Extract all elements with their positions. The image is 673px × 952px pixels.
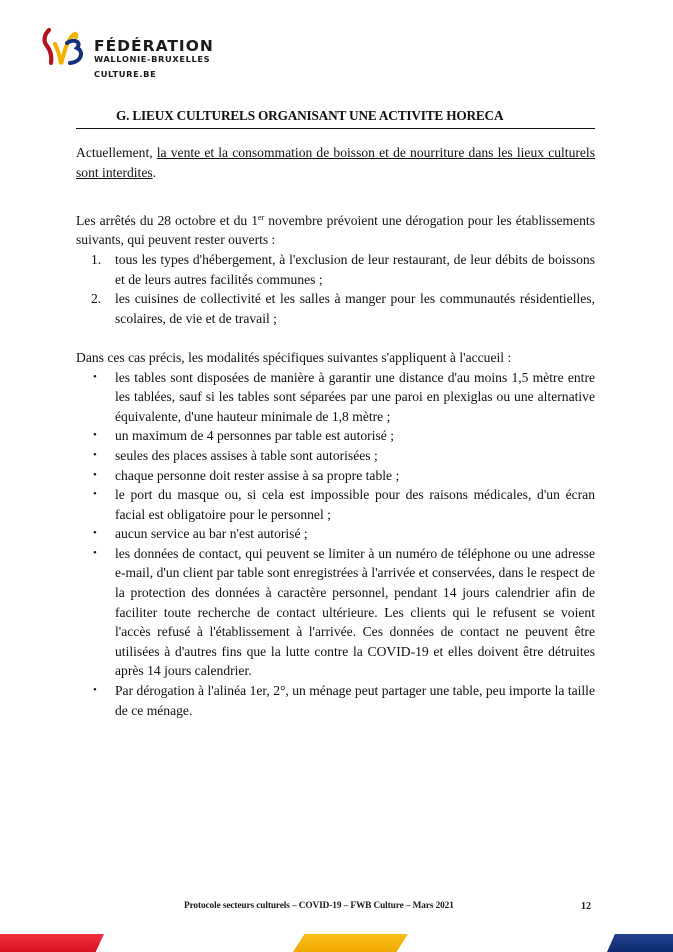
section-heading — [76, 108, 595, 129]
list-item — [76, 466, 595, 486]
logo-subtitle: WALLONIE-BRUXELLES — [94, 54, 211, 64]
ordinal-superscript: er — [258, 212, 265, 222]
logo-website: CULTURE.BE — [94, 69, 157, 79]
bullet-icon: • — [93, 468, 97, 481]
bullet-icon: • — [93, 546, 97, 559]
list-item — [76, 426, 595, 446]
list-number: 1. — [91, 251, 102, 267]
page-number: 12 — [581, 901, 591, 912]
derogation-text-2: novembre prévoient une dérogation pour les établissements suivants, qui peuvent rester ouverts : — [76, 212, 595, 248]
bullet-icon: • — [93, 370, 97, 383]
footer-band-red — [0, 934, 104, 952]
list-item-text: les tables sont disposées de manière à garantir une distance d'au moins 1,5 mètre entre les tablées, sauf si les tables sont séparées par une paroi en plexiglas ou une alternative équivalente, d'une hauteur minimale de 1,8 mètre ; — [115, 369, 595, 424]
footer-band-yellow — [293, 934, 408, 952]
modalities-list — [76, 368, 595, 721]
list-item — [76, 446, 595, 466]
list-item-text: les données de contact, qui peuvent se limiter à un numéro de téléphone ou une adresse e-mail, d'un client par table sont enregistrées à l'arrivée et conservées, dans le respect de la protection des données à caractère personnel, pendant 14 jours calendrier afin de faciliter toute recherche de contact ultérieure. Les clients qui le refusent se voient l'accès refusé à l'établissement à l'arrivée. Ces données de contact ne peuvent être utilisées à d'autres fins que la lutte contre la COVID-19 et elles doivent être détruites après 14 jours calendrier. — [115, 545, 595, 679]
fwb-logo — [40, 26, 214, 79]
intro-prefix: Actuellement, — [76, 145, 157, 160]
list-item-text: les cuisines de collectivité et les salles à manger pour les communautés résidentielles, scolaires, de vie et de travail ; — [115, 291, 595, 326]
derogation-text-1: Les arrêtés du 28 octobre et du 1 — [76, 212, 259, 228]
intro-suffix: . — [152, 164, 157, 180]
bullet-icon: • — [93, 429, 97, 442]
intro-paragraph — [76, 143, 595, 182]
bullet-icon: • — [93, 488, 97, 501]
list-item-text: tous les types d'hébergement, à l'exclusion de leur restaurant, de leur débits de boissons et de leurs autres facilités communes ; — [115, 251, 595, 287]
list-item — [76, 524, 595, 544]
modalities-intro: Dans ces cas précis, les modalités spécifiques suivantes s'appliquent à l'accueil : — [76, 349, 512, 365]
list-item-text: un maximum de 4 personnes par table est autorisé ; — [115, 428, 394, 444]
bullet-icon: • — [93, 684, 97, 697]
establishments-list — [76, 250, 595, 328]
list-item-text: chaque personne doit rester assise à sa propre table ; — [115, 467, 400, 483]
fwb-logo-icon — [40, 26, 86, 70]
list-item-text: le port du masque ou, si cela est impossible pour des raisons médicales, d'un écran facial est obligatoire pour le personnel ; — [115, 487, 595, 522]
intro-underlined: la vente et la consommation de boisson et de nourriture dans les lieux culturels sont interdites — [76, 145, 595, 180]
section-title-text: G. LIEUX CULTURELS ORGANISANT UNE ACTIVITE HORECA — [116, 108, 504, 123]
list-item-text: Par dérogation à l'alinéa 1er, 2°, un ménage peut partager une table, peu importe la taille de ce ménage. — [115, 683, 595, 718]
footer-text: Protocole secteurs culturels – COVID-19 – FWB Culture – Mars 2021 — [184, 901, 454, 911]
list-item-text: aucun service au bar n'est autorisé ; — [115, 526, 308, 542]
bullet-icon: • — [93, 527, 97, 540]
list-item — [76, 368, 595, 427]
footer-band-blue — [607, 934, 673, 952]
list-item-text: seules des places assises à table sont autorisées ; — [115, 447, 378, 463]
derogation-paragraph — [76, 211, 595, 250]
list-item — [76, 250, 595, 289]
list-item — [76, 485, 595, 524]
bullet-icon: • — [93, 448, 97, 461]
list-item — [76, 289, 595, 328]
list-item — [76, 544, 595, 681]
document-body — [76, 143, 595, 720]
list-item — [76, 681, 595, 720]
list-number: 2. — [91, 291, 102, 307]
logo-title: FÉDÉRATION — [94, 37, 214, 55]
